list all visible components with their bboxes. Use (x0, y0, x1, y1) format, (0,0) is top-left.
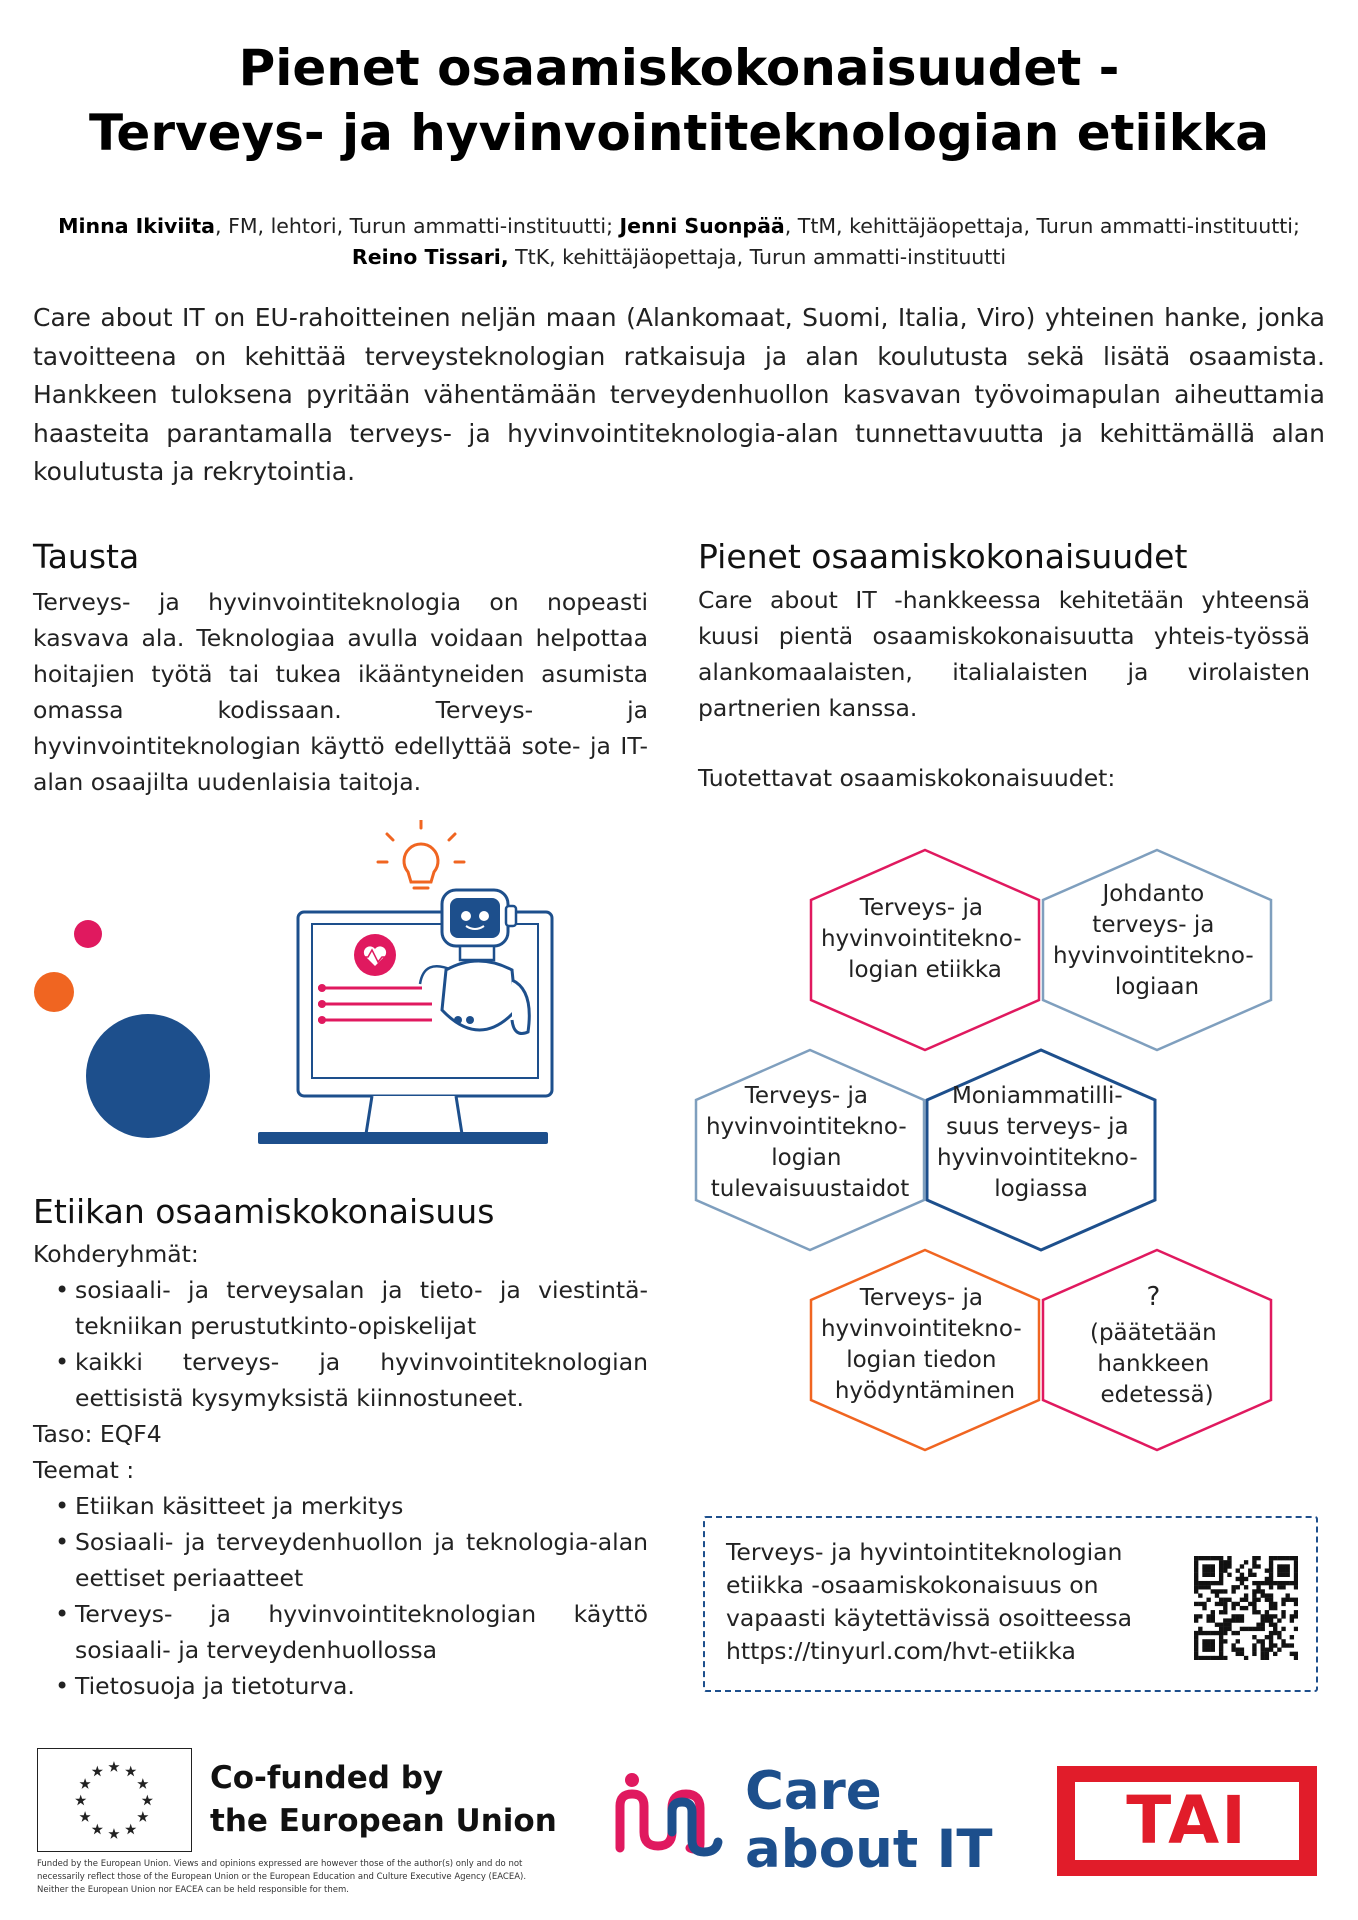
poster-title (0, 36, 1358, 166)
qr-code-icon[interactable] (1194, 1556, 1298, 1660)
hexagon-label-line: suus terveys- ja (946, 1114, 1129, 1140)
level-text: Taso: EQF4 (33, 1420, 162, 1448)
pienet-text: Care about IT -hankkeessa kehitetään yhteensä kuusi pientä osaamiskokonaisuutta yhteis-työssä alankomaalaisten, italialaisten ja virolaisten partnerien kanssa. (698, 586, 1310, 722)
eu-star-icon: ★ (75, 1793, 86, 1807)
targets-list (33, 1272, 648, 1416)
care-line: Care (745, 1761, 882, 1822)
eu-star-icon: ★ (138, 1810, 148, 1824)
list-item: • Etiikan käsitteet ja merkitys (33, 1488, 648, 1524)
care-about-it-logo-text (745, 1763, 993, 1879)
tai-logo-text: TAI (1075, 1782, 1299, 1860)
list-item: • Sosiaali- ja terveydenhuollon ja teknologia-alan eettiset periaatteet (33, 1524, 648, 1596)
hexagon-label-line: Terveys- ja (859, 1285, 983, 1311)
hexagon-label-line: Terveys- ja (744, 1083, 868, 1109)
etiikka-heading: Etiikan osaamiskokonaisuus (33, 1192, 495, 1231)
hexagon-label-line: logian (771, 1145, 842, 1171)
hexagon-label-line: hyödyntäminen (834, 1378, 1016, 1404)
qr-text-line: vapaasti käytettävissä osoitteessa (726, 1604, 1133, 1632)
eu-star-icon: ★ (138, 1777, 148, 1791)
tai-logo (1057, 1766, 1317, 1876)
pienet-list-label: Tuotettavat osaamiskokonaisuudet: (698, 764, 1116, 792)
eu-star-icon: ★ (125, 1822, 136, 1836)
hexagon-paatetaan (1043, 1250, 1271, 1450)
heart-icon (354, 934, 396, 976)
hexagon-label-line: logian tiedon (846, 1347, 997, 1373)
hexagon-label-line: hankkeen (1097, 1351, 1210, 1377)
eu-flag-icon (37, 1748, 192, 1852)
list-item: • sosiaali- ja terveysalan ja tieto- ja viestintä-tekniikan perustutkinto-opiskelijat (33, 1272, 648, 1344)
hexagon-label (937, 1083, 1145, 1202)
eu-disclaimer: Funded by the European Union. Views and opinions expressed are however those of the author(s) only and do not necessarily reflect those of the European Union or the European Education and Culture Executive Agency (EACEA). Neither the European Union nor EACEA can be held responsible for them. (37, 1859, 527, 1895)
tausta-heading: Tausta (33, 537, 140, 576)
eu-star-icon: ★ (142, 1793, 153, 1807)
hexagon-label-line: (päätetään (1089, 1320, 1217, 1346)
qr-info-box (703, 1516, 1318, 1692)
eu-star-icon: ★ (125, 1765, 136, 1779)
hexagon-label (821, 1285, 1029, 1404)
targets-label: Kohderyhmät: (33, 1240, 199, 1268)
eu-star-icon: ★ (80, 1810, 90, 1824)
eu-star-icon: ★ (92, 1765, 103, 1779)
author-role: , FM, lehtori, Turun ammatti-instituutti; (215, 214, 620, 238)
hexagon-label-line: Johdanto (1102, 881, 1205, 907)
computer-monitor (258, 912, 552, 1144)
eu-cofunded-text (210, 1757, 557, 1843)
eu-star-icon: ★ (92, 1822, 103, 1836)
eu-line: the European Union (210, 1803, 557, 1839)
hexagon-label-line: logiaan (1114, 974, 1200, 1000)
robot-computer-illustration (30, 820, 570, 1160)
hexagon-label (706, 1083, 914, 1202)
hexagon-label-line: Terveys- ja (859, 895, 983, 921)
hexagon-label-line: hyvinvointitekno- (1052, 943, 1254, 969)
qr-text-line: Terveys- ja hyvintointiteknologian (726, 1538, 1123, 1566)
title-line-2: Terveys- ja hyvinvointiteknologian etiikka (88, 104, 1270, 162)
hexagon-label-line: ? (1146, 1282, 1161, 1312)
intro-paragraph: Care about IT on EU-rahoitteinen neljän maan (Alankomaat, Suomi, Italia, Viro) yhteinen hanke, jonka tavoitteena on kehittää terveysteknologian ratkaisuja ja alan koulutusta sekä lisätä osaamista. Hankkeen tuloksena pyritään vähentämään terveydenhuollon kasvavan työvoimapulan aiheuttamia haasteita parantamalla terveys- ja hyvinvointiteknologia-alan tunnettavuutta ja kehittämällä alan koulutusta ja rekrytointia. (33, 303, 1325, 486)
etiikka-details (33, 1236, 648, 1704)
list-item: • kaikki terveys- ja hyvinvointiteknologian eettisistä kysymyksistä kiinnostuneet. (33, 1344, 648, 1416)
author-name: Minna Ikiviita (58, 214, 216, 238)
tausta-text: Terveys- ja hyvinvointiteknologia on nopeasti kasvava ala. Teknologiaa avulla voidaan helpottaa hoitajien työtä tai tukea ikääntyneiden asumista omassa kodissaan. Terveys- ja hyvinvointiteknologian käyttö edellyttää sote- ja IT-alan osaajilta uudenlaisia taitoja. (33, 588, 648, 796)
hexagon-label (821, 895, 1029, 983)
eu-star-icon: ★ (80, 1777, 90, 1791)
list-item: • Terveys- ja hyvinvointiteknologian käyttö sosiaali- ja terveydenhuollossa (33, 1596, 648, 1668)
hexagon-label-line: logiassa (994, 1176, 1088, 1202)
care-line: about IT (745, 1819, 993, 1880)
hexagon-label-line: hyvinvointitekno- (820, 1316, 1022, 1342)
hexagon-label-line: hyvinvointitekno- (936, 1145, 1138, 1171)
hexagon-grid (690, 805, 1290, 1485)
hexagon-label-line: logian etiikka (848, 957, 1002, 983)
eu-line: Co-funded by (210, 1760, 444, 1796)
eu-star-icon: ★ (109, 1827, 119, 1841)
hexagon-label-line: tulevaisuustaidot (710, 1176, 910, 1202)
hexagon-label-line: terveys- ja (1092, 912, 1215, 938)
orange-dot (34, 972, 74, 1012)
themes-list (33, 1488, 648, 1704)
care-about-it-logo-icon (612, 1768, 732, 1858)
author-role: , TtM, kehittäjäopettaja, Turun ammatti-instituutti; (784, 214, 1300, 238)
pienet-heading: Pienet osaamiskokonaisuudet (698, 537, 1188, 576)
navy-circle (86, 1014, 210, 1138)
author-name: Jenni Suonpää (619, 214, 785, 238)
authors (30, 211, 1328, 273)
qr-text-line: etiikka -osaamiskokonaisuus on (726, 1571, 1099, 1599)
themes-label: Teemat : (33, 1456, 135, 1484)
hexagon-label (1053, 881, 1261, 1000)
title-line-1: Pienet osaamiskokonaisuudet - (238, 39, 1120, 97)
hexagon-label-line: Moniammatilli- (951, 1083, 1123, 1109)
hexagon-label-line: hyvinvointitekno- (705, 1114, 907, 1140)
pink-dot (74, 920, 102, 948)
hexagon-label (1090, 1282, 1224, 1408)
qr-info-text (726, 1536, 1156, 1668)
author-role: TtK, kehittäjäopettaja, Turun ammatti-instituutti (508, 245, 1007, 269)
hexagon-label-line: hyvinvointitekno- (820, 926, 1022, 952)
eu-star-icon: ★ (109, 1760, 119, 1774)
lightbulb-icon (378, 820, 464, 888)
hexagon-label-line: edetessä) (1100, 1382, 1214, 1408)
author-name: Reino Tissari, (351, 245, 509, 269)
list-item: • Tietosuoja ja tietoturva. (33, 1668, 648, 1704)
qr-url-link[interactable]: https://tinyurl.com/hvt-etiikka (726, 1637, 1076, 1665)
